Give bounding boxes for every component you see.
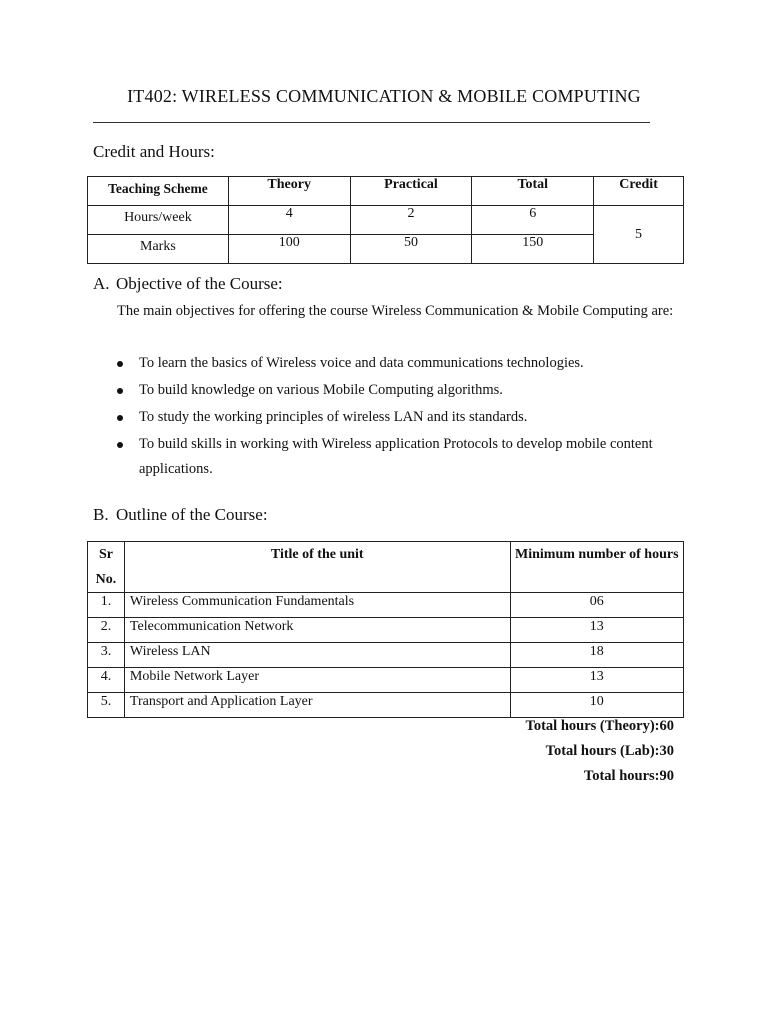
marks-total-value: 150	[472, 235, 594, 264]
header-teaching-scheme: Teaching Scheme	[88, 177, 229, 206]
unit-hours: 18	[510, 643, 683, 668]
course-outline-table	[87, 541, 684, 718]
unit-hours: 13	[510, 618, 683, 643]
unit-title: Transport and Application Layer	[124, 693, 510, 718]
bullet-icon	[117, 442, 123, 448]
credit-hours-heading: Credit and Hours:	[93, 142, 215, 161]
header-unit-title: Title of the unit	[124, 542, 510, 593]
outline-heading	[93, 505, 268, 525]
hours-theory-value: 4	[228, 206, 350, 235]
unit-title: Mobile Network Layer	[124, 668, 510, 693]
sr-number: 5.	[88, 693, 125, 718]
outline-mark: B.	[93, 505, 109, 524]
list-item: To build skills in working with Wireless application Protocols to develop mobile content applications.	[117, 432, 674, 482]
unit-title: Wireless Communication Fundamentals	[124, 593, 510, 618]
marks-theory-value: 100	[228, 235, 350, 264]
total-hours: Total hours:90	[583, 768, 674, 784]
table-row	[88, 593, 684, 618]
header-sr-no: Sr No.	[88, 542, 125, 593]
sr-number: 4.	[88, 668, 125, 693]
list-item: To learn the basics of Wireless voice and data communications technologies.	[117, 351, 674, 376]
bullet-icon	[117, 388, 123, 394]
objective-intro: The main objectives for offering the course Wireless Communication & Mobile Computing are:	[117, 303, 674, 319]
total-theory-hours: Total hours (Theory):60	[525, 718, 674, 734]
credit-table-header-row	[88, 177, 684, 206]
unit-hours: 10	[510, 693, 683, 718]
table-row	[88, 643, 684, 668]
outline-title: Outline of the Course:	[116, 505, 268, 524]
sr-number: 3.	[88, 643, 125, 668]
header-total: Total	[472, 177, 594, 206]
table-row	[88, 618, 684, 643]
header-practical: Practical	[350, 177, 472, 206]
objective-mark: A.	[93, 274, 110, 293]
hours-total-value: 6	[472, 206, 594, 235]
credit-hours-table	[87, 176, 684, 264]
list-item: To build knowledge on various Mobile Computing algorithms.	[117, 378, 674, 403]
outline-header-row	[88, 542, 684, 593]
sr-number: 2.	[88, 618, 125, 643]
objective-heading	[93, 274, 283, 294]
unit-hours: 06	[510, 593, 683, 618]
list-item: To study the working principles of wireless LAN and its standards.	[117, 405, 674, 430]
unit-title: Wireless LAN	[124, 643, 510, 668]
header-credit: Credit	[594, 177, 684, 206]
total-lab-hours: Total hours (Lab):30	[545, 743, 674, 759]
title-underline	[93, 122, 650, 123]
table-row	[88, 206, 684, 235]
table-row	[88, 668, 684, 693]
unit-hours: 13	[510, 668, 683, 693]
credit-value: 5	[594, 206, 684, 264]
hours-practical-value: 2	[350, 206, 472, 235]
objective-title: Objective of the Course:	[116, 274, 283, 293]
row-label-marks: Marks	[88, 235, 229, 264]
bullet-icon	[117, 361, 123, 367]
header-min-hours: Minimum number of hours	[510, 542, 683, 593]
unit-title: Telecommunication Network	[124, 618, 510, 643]
document-title: IT402: WIRELESS COMMUNICATION & MOBILE COMPUTING	[127, 86, 641, 106]
marks-practical-value: 50	[350, 235, 472, 264]
bullet-icon	[117, 415, 123, 421]
table-row	[88, 693, 684, 718]
row-label-hours-week: Hours/week	[88, 206, 229, 235]
sr-number: 1.	[88, 593, 125, 618]
objective-list	[117, 351, 674, 484]
header-theory: Theory	[228, 177, 350, 206]
